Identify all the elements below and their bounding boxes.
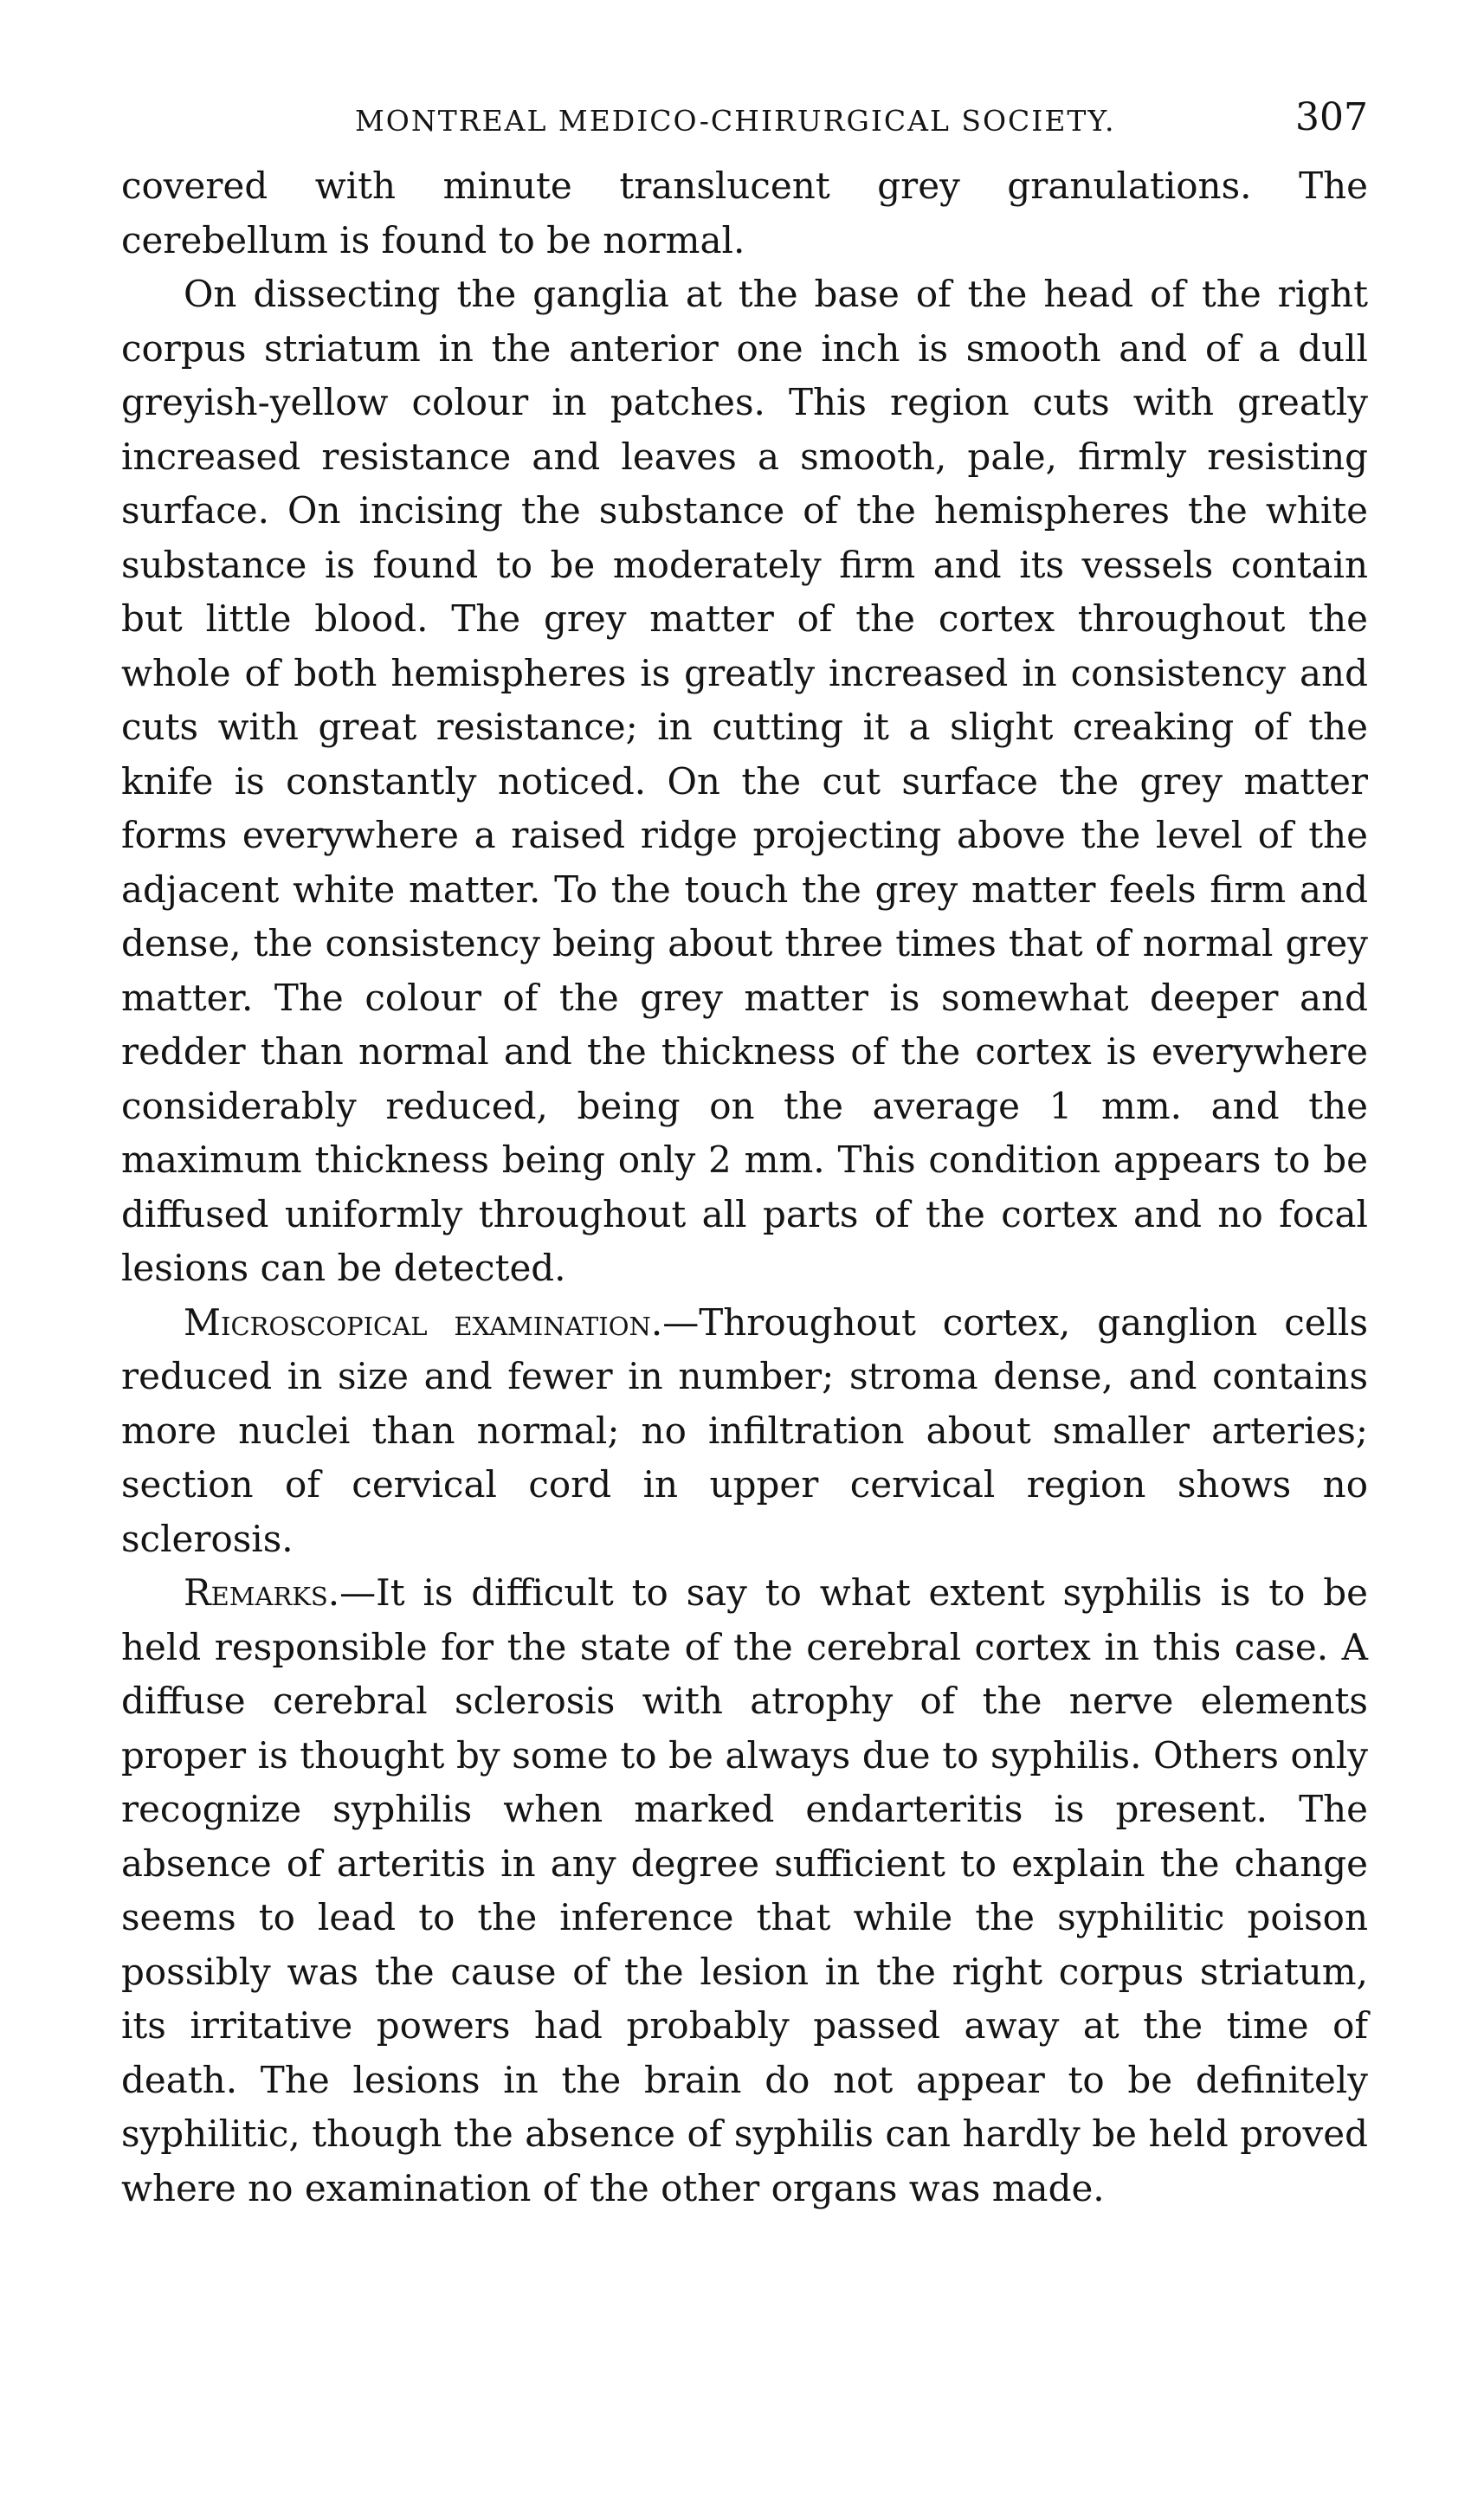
paragraph-text: On dissecting the ganglia at the base of the head of the right corpus striatum in the anterior one inch is smooth and of a dull greyish-yellow colour in patches. This region cuts with greatly increased resistance and leaves a smooth, pale, firmly resisting surface. On incising the substance of the hemispheres the white substance is found to be moderately firm and its vessels contain but little blood. The grey matter of the cortex throughout the whole of both hemispheres is greatly increased in consistency and cuts with great resistance; in cutting it a slight creaking of the knife is constantly noticed. On the cut surface the grey matter forms everywhere a raised ridge projecting above the level of the adjacent white matter. To the touch the grey matter feels firm and dense, the consistency being about three times that of normal grey matter. The colour of the grey matter is somewhat deeper and redder than normal and the thickness of the cortex is everywhere considerably reduced, being on the average 1 mm. and the maximum thickness being only 2 mm. This condition appears to be diffused uniformly throughout all parts of the cortex and no focal lesions can be detected. [121, 273, 1368, 1289]
paragraph-lead: Microscopical examination. [184, 1300, 663, 1344]
document-page [121, 87, 1368, 2215]
paragraph-remarks [121, 1566, 1368, 2215]
paragraph-text: —It is difficult to say to what extent syphilis is to be held responsible for the state of the cerebral cortex in this case. A diffuse cerebral sclerosis with atrophy of the nerve elements proper is thought by some to be always due to syphilis. Others only recognize syphilis when marked endarteritis is present. The absence of arteritis in any degree sufficient to explain the change seems to lead to the inference that while the syphilitic poison possibly was the cause of the lesion in the right corpus striatum, its irritative powers had probably passed away at the time of death. The lesions in the brain do not appear to be definitely syphilitic, though the absence of syphilis can hardly be held proved where no examination of the other organs was made. [121, 1571, 1368, 2209]
running-title: MONTREAL MEDICO-CHIRURGICAL SOCIETY. [355, 104, 1116, 138]
paragraph-microscopical [121, 1296, 1368, 1567]
paragraph-dissection [121, 268, 1368, 1296]
running-head [121, 87, 1368, 156]
paragraph-text: covered with minute translucent grey granulations. The cerebellum is found to be normal. [121, 164, 1368, 261]
body-text [121, 159, 1368, 2215]
paragraph-lead: Remarks. [184, 1571, 340, 1614]
paragraph-continued [121, 159, 1368, 268]
paragraph-text: —Throughout cortex, ganglion cells reduced in size and fewer in number; stroma dense, and contains more nuclei than normal; no infiltration about smaller arteries; section of cervical cord in upper cervical region shows no sclerosis. [121, 1300, 1368, 1560]
page-number: 307 [1295, 95, 1368, 139]
